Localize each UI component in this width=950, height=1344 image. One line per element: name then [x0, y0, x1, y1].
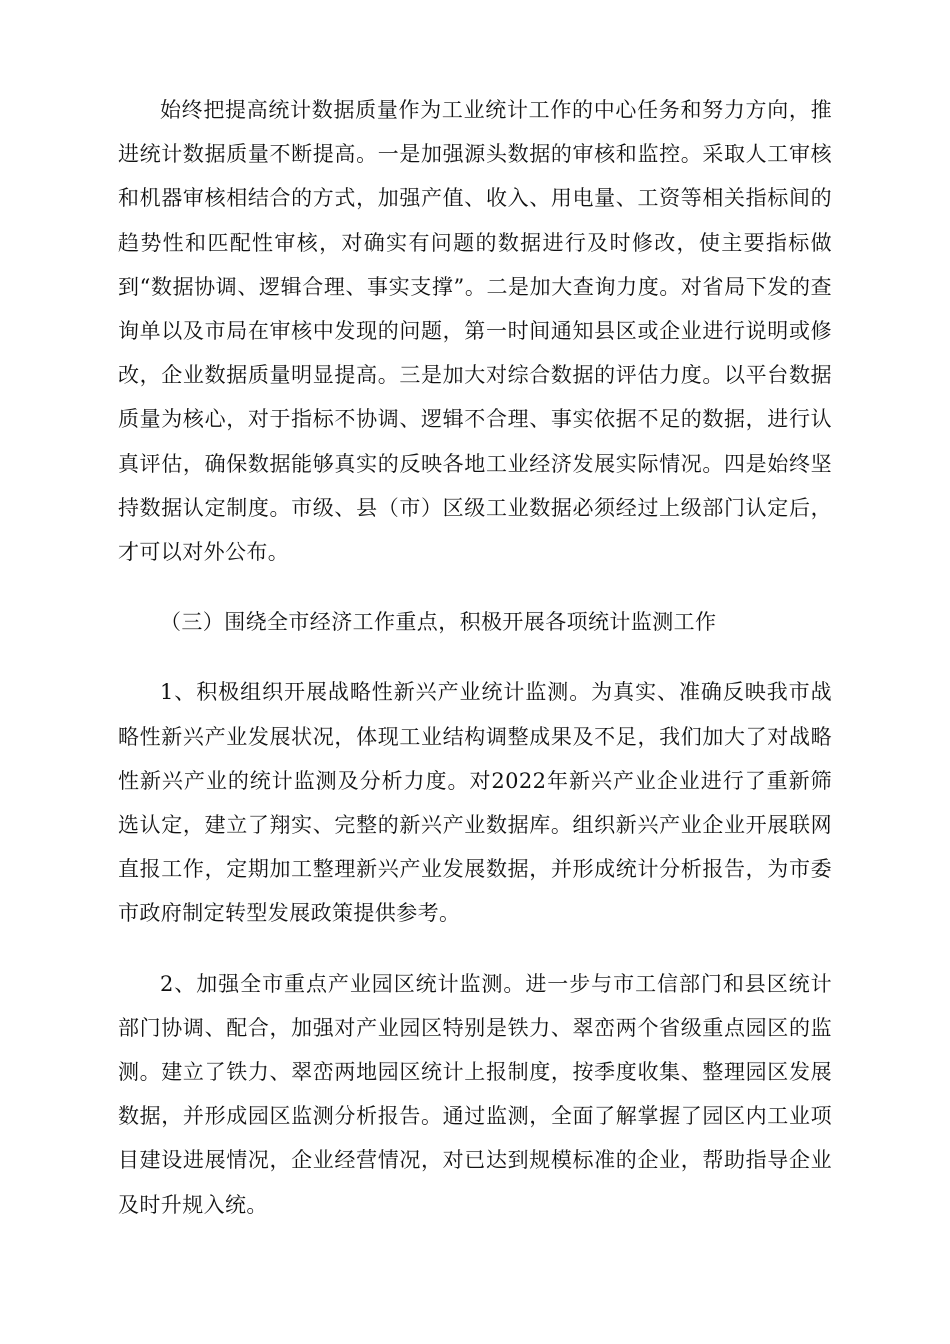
paragraph-industrial-parks: 2、加强全市重点产业园区统计监测。进一步与市工信部门和县区统计部门协调、配合，加强对产业园区特别是铁力、翠峦两个省级重点园区的监测。建立了铁力、翠峦两地园区统计上报制度，按季度收集、整理园区发展数据，并形成园区监测分析报告。通过监测，全面了解掌握了园区内工业项目建设进展情况，企业经营情况，对已达到规模标准的企业，帮助指导企业及时升规入统。: [118, 971, 832, 1217]
document-body: [118, 88, 832, 1227]
paragraph-data-quality: 始终把提高统计数据质量作为工业统计工作的中心任务和努力方向，推进统计数据质量不断提高。一是加强源头数据的审核和监控。采取人工审核和机器审核相结合的方式，加强产值、收入、用电量、工资等相关指标间的趋势性和匹配性审核，对确实有问题的数据进行及时修改，使主要指标做到“数据协调、逻辑合理、事实支撑”。二是加大查询力度。对省局下发的查询单以及市局在审核中发现的问题，第一时间通知县区或企业进行说明或修改，企业数据质量明显提高。三是加大对综合数据的评估力度。以平台数据质量为核心，对于指标不协调、逻辑不合理、事实依据不足的数据，进行认真评估，确保数据能够真实的反映各地工业经济发展实际情况。四是始终坚持数据认定制度。市级、县（市）区级工业数据必须经过上级部门认定后，才可以对外公布。: [118, 98, 832, 565]
section-heading-monitoring: （三）围绕全市经济工作重点，积极开展各项统计监测工作: [160, 610, 717, 635]
paragraph-emerging-industries: 1、积极组织开展战略性新兴产业统计监测。为真实、准确反映我市战略性新兴产业发展状况，体现工业结构调整成果及不足，我们加大了对战略性新兴产业的统计监测及分析力度。对2022年新兴产业企业进行了重新筛选认定，建立了翔实、完整的新兴产业数据库。组织新兴产业企业开展联网直报工作，定期加工整理新兴产业发展数据，并形成统计分析报告，为市委市政府制定转型发展政策提供参考。: [118, 680, 832, 926]
